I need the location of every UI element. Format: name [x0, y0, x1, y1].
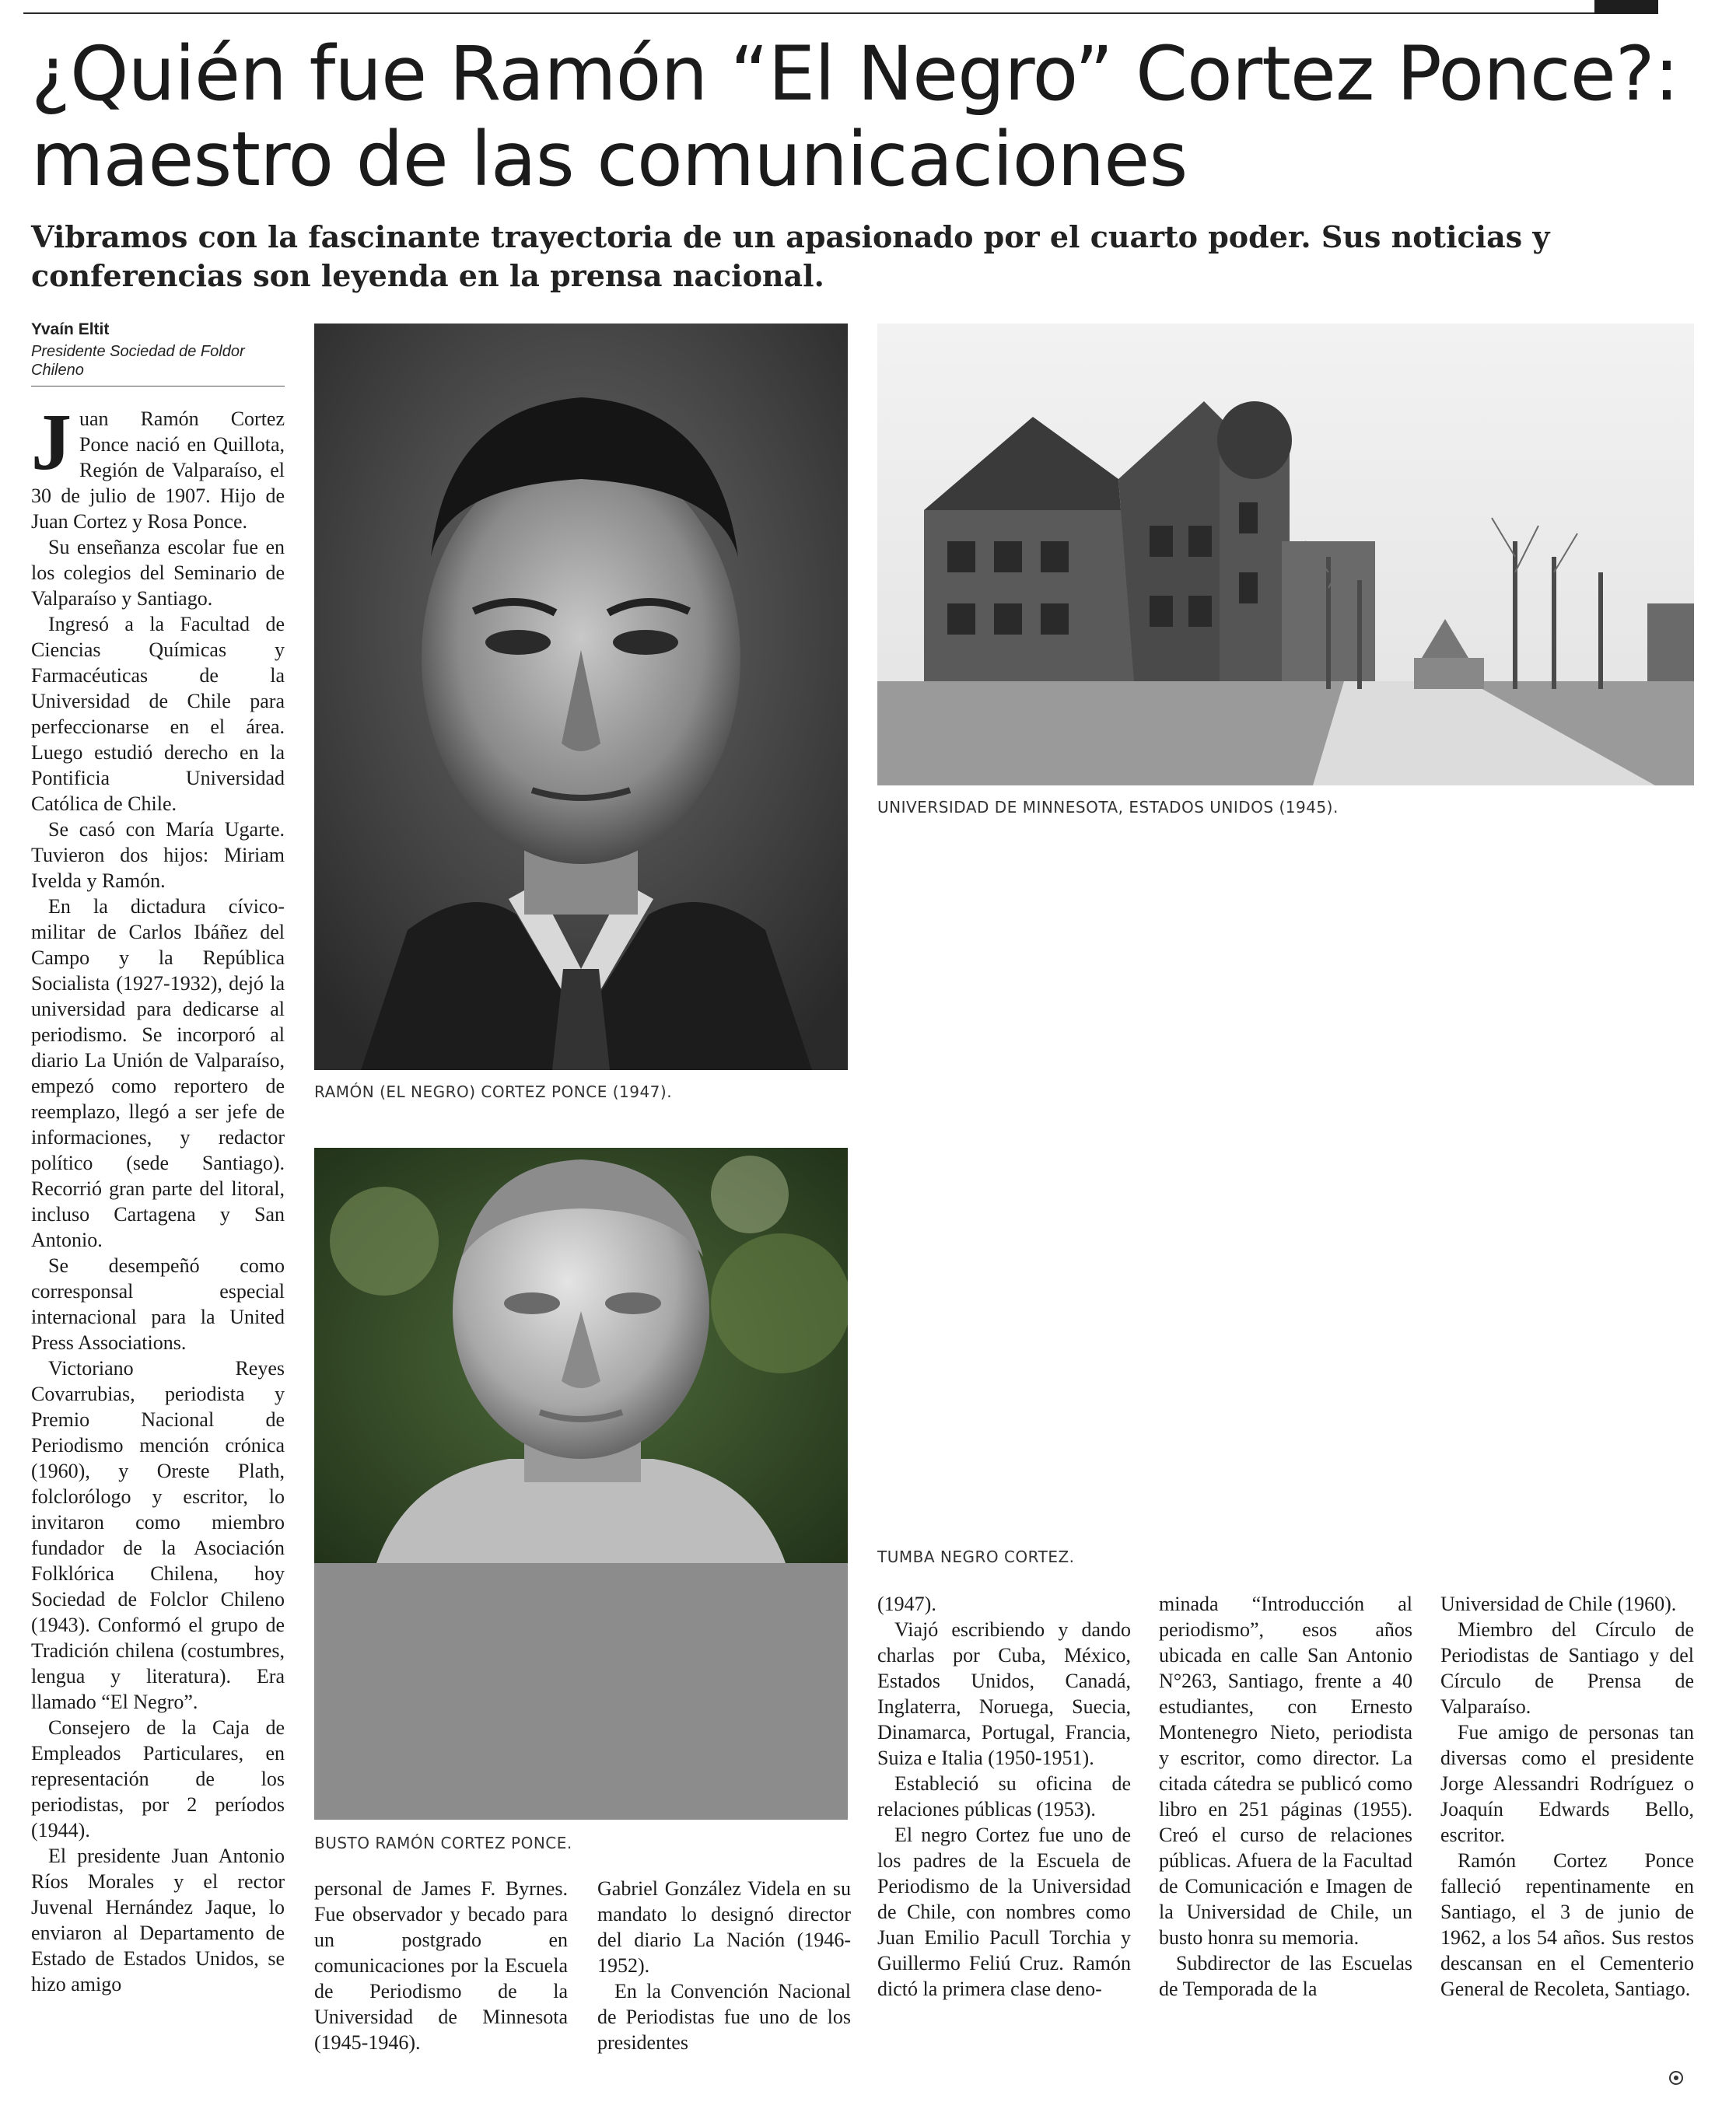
paragraph: Consejero de la Caja de Empleados Particulares, en representación de los periodistas, por 2 períodos (1944). — [31, 1716, 285, 1841]
article-column-5 — [1159, 1591, 1412, 2002]
portrait-image — [314, 324, 848, 1070]
end-mark-icon — [1668, 2070, 1684, 2086]
paragraph: personal de James F. Byrnes. Fue observador y becado para un postgrado en comunicaciones por la Escuela de Periodismo de la Universidad de Minnesota (1945-1946). — [314, 1877, 568, 2054]
drop-cap: J — [31, 397, 72, 487]
article-column-2 — [314, 1876, 568, 2055]
top-rule — [23, 12, 1594, 14]
paragraph: Se desempeñó como corresponsal especial internacional para la United Press Associations. — [31, 1254, 285, 1354]
caption-portrait: RAMÓN (EL NEGRO) CORTEZ PONCE (1947). — [314, 1082, 673, 1101]
paragraph: Ingresó a la Facultad de Ciencias Químicas y Farmacéuticas de la Universidad de Chile para perfeccionarse en el área. Luego estudió derecho en la Pontificia Universidad Católica de Chile. — [31, 613, 285, 815]
deck: Vibramos con la fascinante trayectoria de un apasionado por el cuarto poder. Sus noticias y conferencias son leyenda en la prensa nacional. — [31, 219, 1550, 293]
bust-image — [314, 1148, 848, 1563]
paragraph: Viajó escribiendo y dando charlas por Cuba, México, Estados Unidos, Canadá, Inglaterra, Noruega, Suecia, Dinamarca, Portugal, Francia, Suiza e Italia (1950-1951). — [877, 1618, 1131, 1769]
byline-role: Presidente Sociedad de Foldor Chileno — [31, 343, 245, 379]
portrait-photo — [314, 324, 848, 1070]
paragraph: Fue amigo de personas tan diversas como el presidente Jorge Alessandri Rodríguez o Joaquín Edwards Bello, escritor. — [1440, 1721, 1694, 1846]
article-column-4 — [877, 1591, 1131, 2002]
paragraph: En la dictadura cívico-militar de Carlos Ibáñez del Campo y la República Socialista (1927-1932), dejó la universidad para dedicarse al periodismo. Se incorporó al diario La Unión de Valparaíso, empezó como reportero de reemplazo, llegó a ser jefe de informaciones, y redactor político (sede Santiago). Recorrió gran parte del litoral, incluso Cartagena y San Antonio. — [31, 895, 285, 1251]
caption-bust: BUSTO RAMÓN CORTEZ PONCE. — [314, 1834, 572, 1852]
paragraph: Victoriano Reyes Covarrubias, periodista y Premio Nacional de Periodismo mención crónica (1960), y Oreste Plath, folclorólogo y escritor, lo invitaron como miembro fundador de la Asociación Folklórica Chilena, hoy Sociedad de Folclor Chileno (1943). Conformó el grupo de Tradición chilena (costumbres, lengua y literatura). Era llamado “El Negro”. — [31, 1357, 285, 1713]
article-column-6 — [1440, 1591, 1694, 2002]
tomb-photo-placeholder — [314, 1563, 848, 1820]
section-tab — [1594, 0, 1658, 14]
paragraph: Estableció su oficina de relaciones públicas (1953). — [877, 1772, 1131, 1820]
headline: ¿Quién fue Ramón “El Negro” Cortez Ponce?: maestro de las comunicaciones — [31, 30, 1679, 203]
paragraph: Subdirector de las Escuelas de Temporada de la — [1159, 1952, 1412, 2000]
caption-university: UNIVERSIDAD DE MINNESOTA, ESTADOS UNIDOS (1945). — [877, 798, 1339, 817]
paragraph: En la Convención Nacional de Periodistas fue uno de los presidentes — [597, 1980, 851, 2054]
paragraph: Gabriel González Videla en su mandato lo designó director del diario La Nación (1946-1952). — [597, 1877, 851, 1977]
paragraph: El presidente Juan Antonio Ríos Morales y el rector Juvenal Hernández Jaque, lo enviaron al Departamento de Estado de Estados Unidos, se hizo amigo — [31, 1845, 285, 1995]
university-image — [877, 324, 1694, 785]
paragraph: minada “Introducción al periodismo”, esos años ubicada en calle San Antonio N°263, Santiago, frente a 40 estudiantes, con Ernesto Montenegro Nieto, periodista y escritor, como director. La citada cátedra se publicó como libro en 251 páginas (1955). Creó el curso de relaciones públicas. Afuera de la Facultad de Comunicación e Imagen de la Universidad de Chile, un busto honra su memoria. — [1159, 1593, 1412, 1949]
university-photo — [877, 324, 1694, 785]
bust-photo — [314, 1148, 848, 1563]
paragraph: (1947). — [877, 1593, 936, 1615]
paragraph: Se casó con María Ugarte. Tuvieron dos hijos: Miriam Ivelda y Ramón. — [31, 818, 285, 892]
article-column-3 — [597, 1876, 851, 2055]
paragraph: Universidad de Chile (1960). — [1440, 1593, 1677, 1615]
paragraph: El negro Cortez fue uno de los padres de la Escuela de Periodismo de la Universidad de Chile, con nombres como Juan Emilio Pacull Torchia y Guillermo Feliú Cruz. Ramón dictó la primera clase deno- — [877, 1824, 1131, 2000]
caption-tomb: TUMBA NEGRO CORTEZ. — [877, 1548, 1075, 1566]
article-column-1 — [31, 397, 285, 1997]
paragraph: Ramón Cortez Ponce falleció repentinamente en Santiago, el 3 de junio de 1962, a los 54 años. Sus restos descansan en el Cementerio General de Recoleta, Santiago. — [1440, 1849, 1694, 2000]
paragraph: Su enseñanza escolar fue en los colegios del Seminario de Valparaíso y Santiago. — [31, 536, 285, 610]
paragraph: Miembro del Círculo de Periodistas de Santiago y del Círculo de Prensa de Valparaíso. — [1440, 1618, 1694, 1718]
paragraph: Juan Ramón Cortez Ponce nació en Quillota, Región de Valparaíso, el 30 de julio de 1907. Hijo de Juan Cortez y Rosa Ponce. — [31, 397, 285, 533]
byline-author: Yvaín Eltit — [31, 320, 110, 338]
